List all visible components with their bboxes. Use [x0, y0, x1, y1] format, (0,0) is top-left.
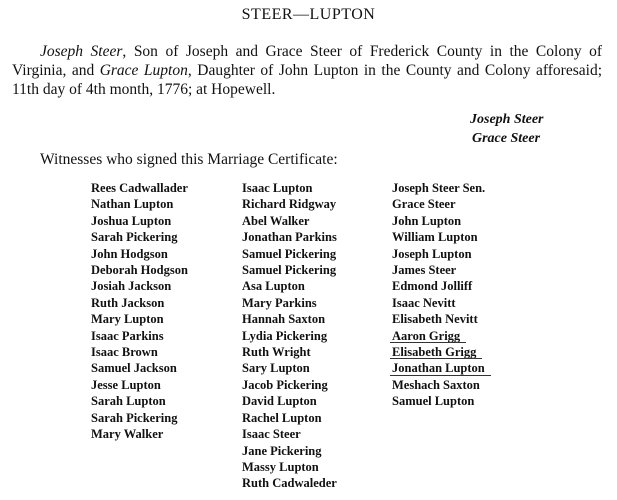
- witness-name: Ruth Wright: [242, 345, 311, 360]
- witness-name: Sarah Pickering: [91, 230, 178, 245]
- witness-name: Samuel Jackson: [91, 361, 177, 376]
- witness-name: Mary Walker: [91, 427, 164, 442]
- bride-name: Grace Lupton: [99, 62, 188, 79]
- witness-name: Jesse Lupton: [91, 377, 161, 392]
- witness-name: Richard Ridgway: [242, 197, 337, 212]
- witness-name: [392, 328, 485, 344]
- paragraph-text-2: , Daughter of John Lupton in the County and Colony afforesaid; 11th day of 4th month, 1776; at Hopewell.: [12, 62, 603, 98]
- witness-name: Massy Lupton: [242, 459, 319, 474]
- witness-name: Grace Steer: [392, 197, 456, 212]
- witness-name: Josiah Jackson: [91, 279, 172, 294]
- witness-name: Joshua Lupton: [91, 213, 172, 228]
- witness-name: James Steer: [392, 263, 457, 278]
- witness-name: Joseph Lupton: [392, 246, 472, 261]
- page-title: STEER—LUPTON: [241, 6, 376, 23]
- witness-name: Hannah Saxton: [242, 312, 326, 327]
- witness-name: John Hodgson: [91, 246, 168, 261]
- witness-name: Isaac Steer: [242, 427, 301, 442]
- witness-name: Sarah Lupton: [91, 394, 166, 409]
- witness-column-3: [392, 180, 485, 410]
- witness-name: Rachel Lupton: [242, 410, 322, 425]
- witness-name: John Lupton: [392, 213, 462, 228]
- witness-name: Nathan Lupton: [91, 197, 174, 212]
- witness-name-underlined: Jonathan Lupton: [392, 361, 485, 376]
- witness-name-underlined: Elisabeth Grigg: [392, 345, 477, 360]
- witness-name: Lydia Pickering: [242, 328, 328, 343]
- witness-name: Abel Walker: [242, 213, 310, 228]
- witness-name: Mary Lupton: [91, 312, 164, 327]
- witnesses-heading: Witnesses who signed this Marriage Certificate:: [40, 151, 338, 168]
- witness-name: William Lupton: [392, 230, 478, 245]
- witness-name: Deborah Hodgson: [91, 263, 188, 278]
- witness-name: Ruth Cadwaleder: [242, 476, 337, 491]
- witness-name: Isaac Lupton: [242, 181, 313, 195]
- witness-column-1: [91, 180, 188, 443]
- witness-name: Rees Cadwallader: [91, 181, 188, 195]
- witness-column-2: [242, 180, 337, 492]
- witness-name: Edmond Jolliff: [392, 279, 473, 294]
- witness-name: Asa Lupton: [242, 279, 305, 294]
- witness-name: Samuel Pickering: [242, 263, 337, 278]
- witness-name: Ruth Jackson: [91, 295, 165, 310]
- signer-bride: Grace Steer: [472, 131, 541, 146]
- witness-name: Sary Lupton: [242, 361, 310, 376]
- witness-name: Isaac Parkins: [91, 328, 164, 343]
- witness-name: Samuel Lupton: [392, 394, 475, 409]
- witness-name: David Lupton: [242, 394, 317, 409]
- witness-name-underlined: Aaron Grigg: [392, 328, 461, 343]
- witness-name: Jane Pickering: [242, 443, 322, 458]
- witness-name: Joseph Steer Sen.: [392, 181, 486, 195]
- marriage-record-paragraph: [12, 42, 602, 99]
- witness-name: [392, 360, 485, 376]
- witness-name: Jonathan Parkins: [242, 230, 337, 245]
- groom-name: Joseph Steer: [40, 43, 123, 60]
- witness-name: Isaac Brown: [91, 345, 158, 360]
- paragraph-text-1: , Son of Joseph and Grace Steer of Frederick County in the Colony of Virginia, and: [12, 43, 602, 79]
- signatories: [470, 110, 544, 148]
- witness-name: Samuel Pickering: [242, 246, 337, 261]
- witness-name: Mary Parkins: [242, 295, 317, 310]
- witness-name: [392, 344, 485, 360]
- witness-name: Meshach Saxton: [392, 377, 480, 392]
- witness-name: Elisabeth Nevitt: [392, 312, 478, 327]
- witness-name: Isaac Nevitt: [392, 295, 456, 310]
- witness-name: Jacob Pickering: [242, 377, 328, 392]
- witness-name: Sarah Pickering: [91, 410, 178, 425]
- signer-groom: Joseph Steer: [470, 112, 544, 127]
